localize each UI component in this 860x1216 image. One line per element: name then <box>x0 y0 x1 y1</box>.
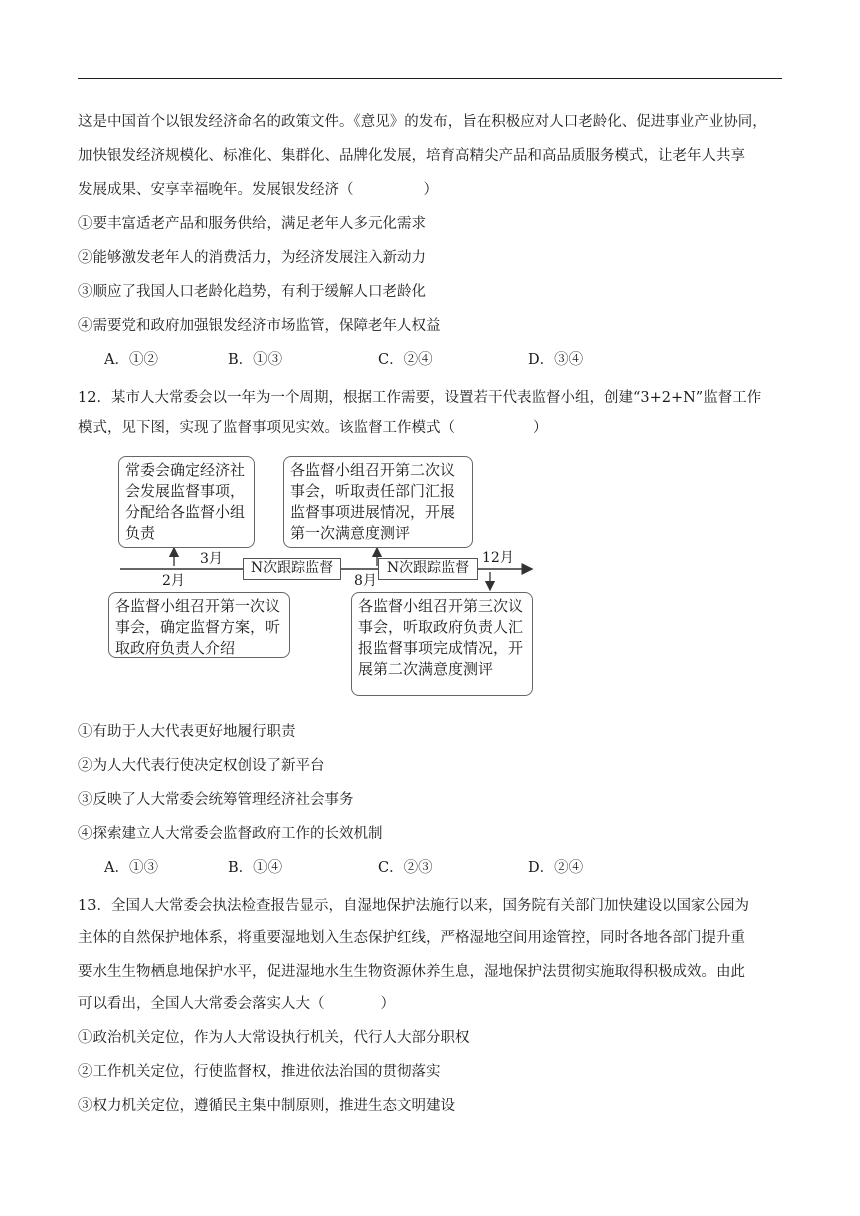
option-b[interactable]: B．①④ <box>228 860 283 876</box>
option-d[interactable]: D．③④ <box>528 352 584 368</box>
tag-tracking-1: N次跟踪监督 <box>243 558 341 580</box>
q12-item-2: ②为人大代表行使决定权创设了新平台 <box>78 758 325 774</box>
intro-line-1: 这是中国首个以银发经济命名的政策文件。《意见》的发布，旨在积极应对人口老龄化、促进事业产业协同， <box>78 114 767 130</box>
q13-item-1: ①政治机关定位，作为人大常设执行机关，代行人大部分职权 <box>78 1030 470 1046</box>
tag-tracking-2: N次跟踪监督 <box>378 558 478 580</box>
intro-item-4: ④需要党和政府加强银发经济市场监管，保障老年人权益 <box>78 318 441 334</box>
option-c[interactable]: C．②③ <box>378 860 433 876</box>
q12-item-1: ①有助于人大代表更好地履行职责 <box>78 724 296 740</box>
q13-item-2: ②工作机关定位，行使监督权，推进依法治国的贯彻落实 <box>78 1064 441 1080</box>
box-march: 常委会确定经济社会发展监督事项，分配给各监督小组负责 <box>118 456 255 548</box>
q13-line-4: 可以看出，全国人大常委会落实人大（ ） <box>78 996 395 1012</box>
box-feb: 各监督小组召开第一次议事会，确定监督方案，听取政府负责人介绍 <box>108 592 290 658</box>
month-aug: 8月 <box>354 573 377 589</box>
month-dec: 12月 <box>482 550 514 566</box>
box-mid: 各监督小组召开第二次议事会，听取责任部门汇报监督事项进展情况，开展第一次满意度测评 <box>283 456 473 548</box>
option-d[interactable]: D．②④ <box>528 860 584 876</box>
option-c[interactable]: C．②④ <box>378 352 433 368</box>
q12-line-2: 模式，见下图，实现了监督事项见实效。该监督工作模式（ ） <box>78 420 548 436</box>
q13-line-1: 13．全国人大常委会执法检查报告显示，自湿地保护法施行以来，国务院有关部门加快建设以国家公园为 <box>78 898 749 914</box>
q13-item-3: ③权力机关定位，遵循民主集中制原则，推进生态文明建设 <box>78 1098 455 1114</box>
intro-item-2: ②能够激发老年人的消费活力，为经济发展注入新动力 <box>78 250 426 266</box>
month-feb: 2月 <box>162 573 185 589</box>
option-b[interactable]: B．①③ <box>228 352 283 368</box>
option-a[interactable]: A．①② <box>104 352 158 368</box>
header-rule <box>78 78 782 79</box>
q12-item-3: ③反映了人大常委会统筹管理经济社会事务 <box>78 792 354 808</box>
intro-line-2: 加快银发经济规模化、标准化、集群化、品牌化发展，培育高精尖产品和高品质服务模式，让老年人共享 <box>78 148 745 164</box>
q12-line-1: 12．某市人大常委会以一年为一个周期，根据工作需要，设置若干代表监督小组，创建“3+2+N”监督工作 <box>78 390 762 406</box>
intro-item-3: ③顺应了我国人口老龄化趋势，有利于缓解人口老龄化 <box>78 284 426 300</box>
option-a[interactable]: A．①③ <box>104 860 158 876</box>
q12-item-4: ④探索建立人大常委会监督政府工作的长效机制 <box>78 826 383 842</box>
q13-line-3: 要水生生物栖息地保护水平，促进湿地水生生物资源休养生息，湿地保护法贯彻实施取得积极成效。由此 <box>78 964 745 980</box>
box-dec: 各监督小组召开第三次议事会，听取政府负责人汇报监督事项完成情况，开展第二次满意度测评 <box>351 592 533 696</box>
month-march: 3月 <box>200 551 223 567</box>
q13-line-2: 主体的自然保护地体系，将重要湿地划入生态保护红线，严格湿地空间用途管控，同时各地各部门提升重 <box>78 930 745 946</box>
intro-item-1: ①要丰富适老产品和服务供给，满足老年人多元化需求 <box>78 216 426 232</box>
intro-line-3: 发展成果、安享幸福晚年。发展银发经济（ ） <box>78 182 438 198</box>
